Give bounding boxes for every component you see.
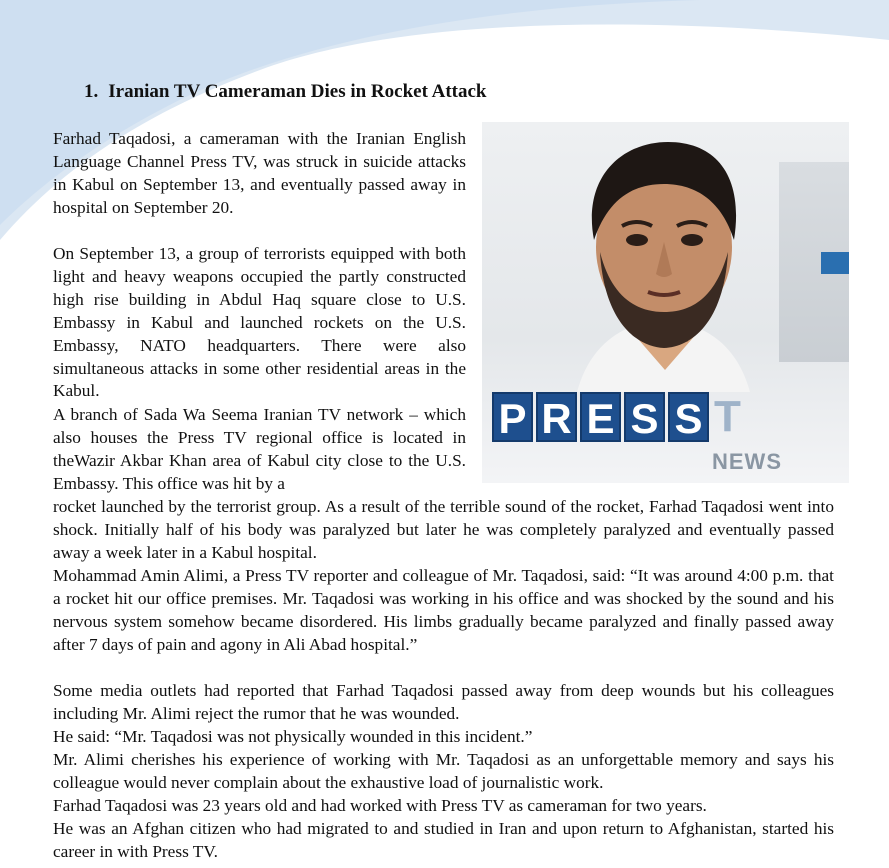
heading-number: 1. <box>84 81 99 102</box>
logo-tail: T <box>714 392 741 441</box>
paragraph: Farhad Taqadosi was 23 years old and had worked with Press TV as cameraman for two years. <box>53 796 707 815</box>
paragraph: Some media outlets had reported that Farhad Taqadosi passed away from deep wounds but his colleagues including Mr. Alimi reject the rumor that he was wounded. <box>53 681 834 723</box>
paragraph: Farhad Taqadosi, a cameraman with the Iranian English Language Channel Press TV, was struck in suicide attacks in Kabul on September 13, and eventually passed away in hospital on September 20. <box>53 129 466 217</box>
article-photo <box>482 122 849 483</box>
paragraph: rocket launched by the terrorist group. As a result of the terrible sound of the rocket, Farhad Taqadosi went into shock. Initially half of his body was paralyzed but later he was completely paralyzed and eventually passed away a week later in a Kabul hospital. <box>53 497 834 562</box>
logo-letter: P <box>492 392 533 442</box>
press-tv-logo <box>492 392 741 442</box>
logo-letter: E <box>580 392 621 442</box>
logo-letter: R <box>536 392 577 442</box>
paragraph: He was an Afghan citizen who had migrated to and studied in Iran and upon return to Afghanistan, started his career in with Press TV. <box>53 819 834 861</box>
paragraph: A branch of Sada Wa Seema Iranian TV network – which also houses the Press TV regional office is located in theWazir Akbar Khan area of Kabul city close to the U.S. Embassy. This office was hit by a <box>53 405 466 493</box>
logo-letter: S <box>624 392 665 442</box>
logo-letter: S <box>668 392 709 442</box>
portrait-figure <box>482 122 849 392</box>
paragraph: Mohammad Amin Alimi, a Press TV reporter and colleague of Mr. Taqadosi, said: “It was around 4:00 p.m. that a rocket hit our office premises. Mr. Taqadosi was working in his office and was shocked by the sound and his nervous system somehow became disordered. His limbs gradually became paralyzed and finally passed away after 7 days of pain and agony in Ali Abad hospital.” <box>53 566 834 654</box>
heading-title: Iranian TV Cameraman Dies in Rocket Attack <box>108 81 487 102</box>
paragraph: He said: “Mr. Taqadosi was not physically wounded in this incident.” <box>53 727 533 746</box>
paragraph: On September 13, a group of terrorists equipped with both light and heavy weapons occupied the partly constructed high rise building in Abdul Haq square close to U.S. Embassy in Kabul and launched rockets on the U.S. Embassy, NATO headquarters. There were also simultaneous attacks in some other residential areas in the Kabul. <box>53 244 466 401</box>
logo-subtext: NEWS <box>712 449 782 474</box>
paragraph: Mr. Alimi cherishes his experience of working with Mr. Taqadosi as an unforgettable memory and says his colleague would never complain about the exhaustive load of journalistic work. <box>53 750 834 792</box>
article-heading <box>84 81 487 103</box>
